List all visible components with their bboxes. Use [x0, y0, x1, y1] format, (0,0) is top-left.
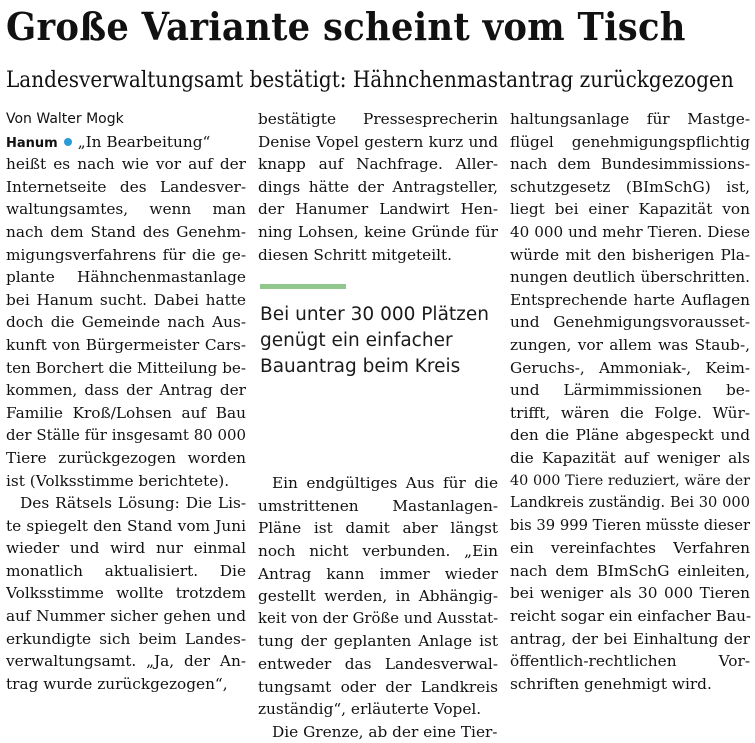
- text-line: der Hanumer Landwirt Hen-: [258, 200, 498, 219]
- text-line: der Ställe für insgesamt 80 000: [6, 426, 246, 445]
- text-line: bestätigte Pressesprecherin: [258, 110, 498, 128]
- text-line: die Kapazität auf weniger als: [510, 448, 750, 467]
- column-3: [510, 108, 750, 695]
- text-line: monatlich aktualisiert. Die: [6, 561, 246, 580]
- intertitle-line: genügt ein einfacher: [260, 330, 453, 352]
- text-line: schutzgesetz (BImSchG) ist,: [510, 177, 750, 196]
- text-line: 40 000 und mehr Tieren. Diese: [510, 222, 750, 241]
- text-line: Volksstimme wollte trotzdem: [6, 584, 246, 603]
- text-line: heißt es nach wie vor auf der: [6, 155, 246, 174]
- text-line: Entsprechende harte Auflagen: [510, 290, 750, 309]
- text-line: öffentlich-rechtlichen Vor-: [510, 652, 750, 671]
- column-2-bottom-body: [258, 472, 498, 743]
- text-line: flügel genehmigungspflichtig: [510, 132, 750, 151]
- text-line: Familie Kroß/Lohsen auf Bau: [6, 403, 246, 422]
- accent-rule: [260, 284, 346, 289]
- text-line: migungsverfahrens für die ge-: [6, 245, 246, 264]
- column-2-top-body: [258, 108, 498, 266]
- lead-line: [6, 131, 246, 154]
- text-line: Pläne ist damit aber längst: [258, 519, 498, 538]
- text-line: bei weniger als 30 000 Tieren: [510, 584, 750, 603]
- text-line: zuständig“, erläuterte Vopel.: [258, 700, 482, 719]
- text-line: Geruchs-, Ammoniak-, Keim-: [510, 358, 750, 377]
- text-line: ten Borchert die Mitteilung be-: [6, 358, 246, 377]
- text-line: tung der geplanten Anlage ist: [258, 632, 498, 651]
- intertitle-line: Bauantrag beim Kreis: [260, 356, 461, 378]
- text-line: te spiegelt den Stand vom Juni: [6, 516, 246, 535]
- text-line: waltungsamtes, wenn man: [6, 200, 246, 219]
- text-line: verwaltungsamt. „Ja, der An-: [6, 652, 246, 671]
- text-line: und Lärmimmissionen be-: [510, 381, 750, 400]
- text-line: auf Nummer sicher gehen und: [6, 607, 246, 626]
- text-line: ning Lohsen, keine Gründe für: [258, 222, 498, 241]
- text-line: würde mit den bisherigen Pla-: [510, 245, 750, 264]
- text-line: entweder das Landesverwal-: [258, 654, 498, 673]
- intertitle-box: [258, 266, 498, 472]
- text-line: bei Hanum sucht. Dabei hatte: [6, 290, 246, 309]
- lead-text: „In Bearbeitung“: [77, 132, 211, 151]
- text-line: reicht sogar ein einfacher Bau-: [510, 607, 752, 626]
- text-line: nungen deutlich überschritten.: [510, 268, 750, 287]
- text-line: bis 39 999 Tieren müsste dieser: [510, 516, 750, 534]
- text-line: wieder und wird nur einmal: [6, 539, 246, 558]
- text-line: nach dem Stand des Genehm-: [6, 222, 246, 241]
- text-line: Die Grenze, ab der eine Tier-: [272, 722, 498, 741]
- text-line: Des Rätsels Lösung: Die Lis-: [20, 494, 246, 513]
- text-line: den die Pläne abgespeckt und: [510, 426, 750, 445]
- text-line: diesen Schritt mitgeteilt.: [258, 245, 452, 264]
- text-line: noch nicht verbunden. „Ein: [258, 541, 498, 560]
- text-line: ist (Volksstimme berichtete).: [6, 471, 230, 490]
- text-line: ein vereinfachtes Verfahren: [510, 539, 750, 558]
- text-line: doch die Gemeinde nach Aus-: [6, 313, 246, 332]
- text-line: umstrittenen Mastanlagen-: [258, 496, 498, 515]
- text-line: nach dem Bundesimmissions-: [510, 155, 750, 174]
- byline: Von Walter Mogk: [6, 111, 124, 127]
- text-line: keit von der Größe und Ausstat-: [258, 609, 499, 627]
- column-1: [6, 108, 246, 695]
- text-line: nach dem BImSchG einleiten,: [510, 561, 750, 580]
- text-line: tungsamt oder der Landkreis: [258, 677, 498, 696]
- text-line: Ein endgültiges Aus für die: [272, 474, 498, 493]
- text-line: dings hätte der Antragsteller,: [258, 177, 498, 196]
- text-line: kunft von Bürgermeister Cars-: [6, 335, 246, 354]
- column-3-body: [510, 108, 750, 695]
- text-line: antrag, der bei Einhaltung der: [510, 629, 750, 648]
- text-line: Denise Vopel gestern kurz und: [258, 132, 498, 151]
- text-line: gestellt werden, in Abhängig-: [258, 587, 498, 606]
- text-line: Internetseite des Landesver-: [6, 177, 246, 196]
- text-line: und Genehmigungsvorausset-: [510, 313, 750, 332]
- text-line: liegt bei einer Kapazität von: [510, 200, 750, 219]
- text-line: haltungsanlage für Mastge-: [510, 110, 750, 128]
- text-line: zungen, vor allem was Staub-,: [510, 335, 750, 354]
- text-line: trag wurde zurückgezogen“,: [6, 674, 228, 693]
- headline: Große Variante scheint vom Tisch: [6, 4, 686, 49]
- text-line: plante Hähnchenmastanlage: [6, 268, 246, 287]
- text-line: knapp auf Nachfrage. Aller-: [258, 155, 498, 174]
- text-line: 40 000 Tiere reduziert, wäre der: [510, 472, 750, 489]
- column-1-body: [6, 153, 246, 695]
- text-line: Landkreis zuständig. Bei 30 000: [510, 494, 750, 512]
- subheadline: Landesverwaltungsamt bestätigt: Hähnchenmastantrag zurückgezogen: [6, 68, 734, 93]
- column-2: [258, 108, 498, 743]
- dateline-dot-icon: [64, 138, 72, 146]
- text-line: kommen, dass der Antrag der: [6, 381, 246, 400]
- text-line: erkundigte sich beim Landes-: [6, 629, 246, 648]
- intertitle: [260, 302, 496, 380]
- text-line: Tiere zurückgezogen worden: [6, 448, 246, 467]
- text-line: trifft, wären die Folge. Wür-: [510, 403, 750, 422]
- intertitle-line: Bei unter 30 000 Plätzen: [260, 304, 489, 326]
- text-line: schriften genehmigt wird.: [510, 674, 712, 693]
- dateline: Hanum: [6, 135, 58, 151]
- text-line: Antrag kann immer wieder: [258, 564, 498, 583]
